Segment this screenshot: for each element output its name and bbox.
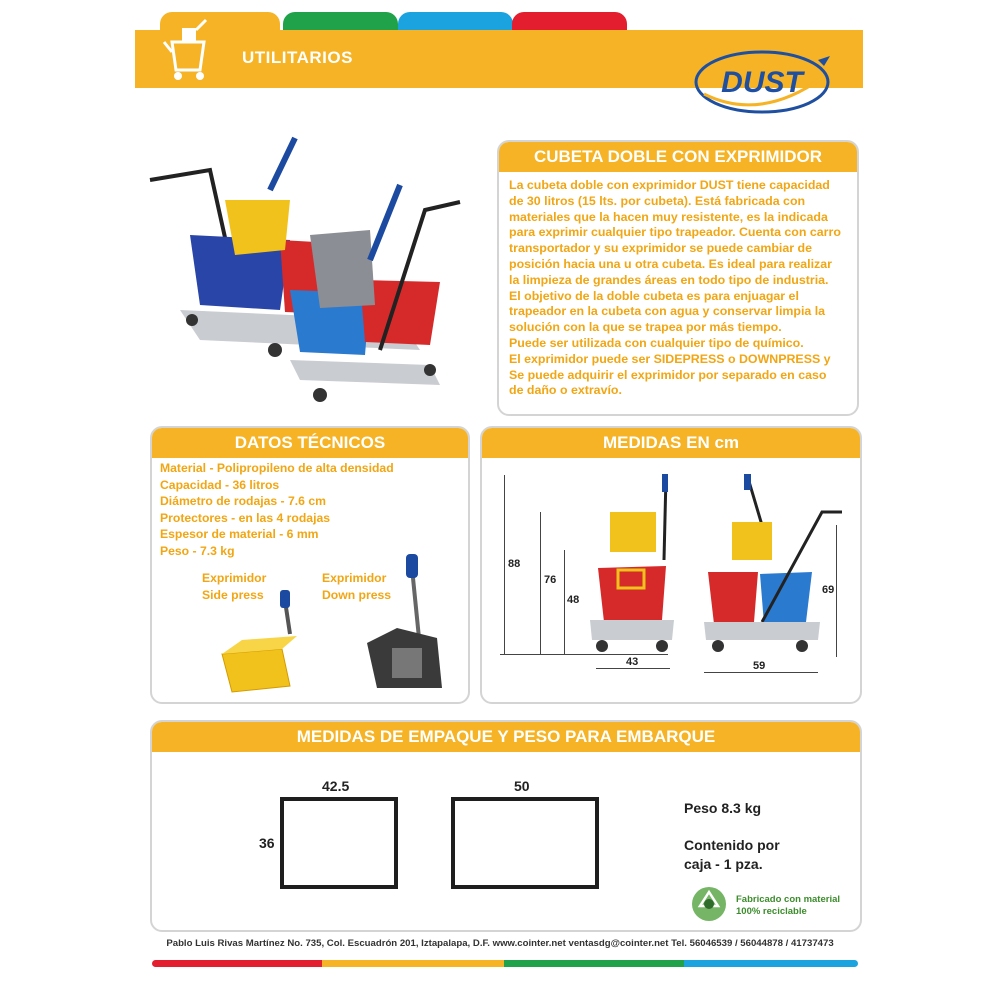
dim-label-69: 69 (822, 584, 835, 596)
spec-item: Diámetro de rodajas - 7.6 cm (160, 494, 326, 509)
package-box-side (451, 797, 599, 889)
description-line: para exprimir cualquier tipo trapeador. Cuenta con carro (509, 225, 841, 240)
dim-line-59 (704, 672, 818, 673)
description-line: trapeador en la cubeta con agua y conservar limpia la (509, 304, 826, 319)
side-press-wringer-image (212, 564, 312, 694)
description-line: de 30 litros (15 lts. por cubeta). Está fabricada con (509, 193, 806, 208)
description-line: El exprimidor puede ser SIDEPRESS o DOWNPRESS y (509, 351, 831, 366)
footer-strip-blue (684, 960, 858, 967)
tech-data-heading: DATOS TÉCNICOS (152, 428, 468, 458)
dim-label-48: 48 (567, 594, 580, 606)
spec-item: Protectores - en las 4 rodajas (160, 510, 331, 525)
footer-strip-green (504, 960, 684, 967)
dim-label-88: 88 (508, 558, 521, 570)
spec-item: Peso - 7.3 kg (160, 543, 235, 558)
dim-line-76 (540, 512, 541, 655)
front-view-cart-image (588, 470, 676, 660)
footer-strip-red (152, 960, 322, 967)
box1-height-label: 36 (259, 835, 275, 851)
down-press-wringer-image (352, 548, 462, 698)
packing-heading: MEDIDAS DE EMPAQUE Y PESO PARA EMBARQUE (152, 722, 860, 752)
description-text (509, 178, 849, 399)
spec-item: Capacidad - 36 litros (160, 477, 280, 492)
description-line: El objetivo de la doble cubeta es para enjuagar el (509, 288, 799, 303)
description-line: materiales que la hacen muy resistente, es la indicada (509, 209, 828, 224)
package-content-line2: caja - 1 pza. (684, 856, 763, 872)
description-line: transportador y su exprimidor se puede cambiar de (509, 241, 812, 256)
svg-text:DUST: DUST (721, 66, 803, 99)
recycle-line: 100% reciclable (736, 906, 807, 917)
dim-label-43: 43 (626, 656, 639, 668)
spec-list (160, 460, 394, 560)
dust-logo (690, 44, 840, 120)
recycle-text (736, 894, 840, 918)
description-line: solución con la que se trapea por más tiempo. (509, 320, 782, 335)
recycle-icon (688, 884, 730, 924)
description-line: Puede ser utilizada con cualquier tipo de químico. (509, 335, 804, 350)
description-line: La cubeta doble con exprimidor DUST tiene capacidad (509, 178, 830, 192)
description-line: la limpieza de grandes áreas en todo tipo de industria. (509, 272, 829, 287)
wringer-down-line: Exprimidor (322, 571, 387, 585)
package-content-line1: Contenido por (684, 837, 780, 853)
description-line: Se puede adquirir el exprimidor por separado en caso (509, 367, 827, 382)
wringer-down-line: Down press (322, 587, 392, 602)
measures-heading: MEDIDAS EN cm (482, 428, 860, 458)
description-panel (497, 140, 859, 416)
wringer-side-line: Side press (202, 587, 264, 602)
recycle-line: Fabricado con material (736, 894, 841, 905)
package-box-front (280, 797, 398, 889)
spec-item: Espesor de material - 6 mm (160, 527, 319, 542)
dim-line-43 (596, 668, 670, 669)
side-view-cart-image (702, 472, 852, 657)
wringer-side-line: Exprimidor (202, 571, 267, 585)
footer-strip-orange (322, 960, 504, 967)
description-line: posición hacia una u otra cubeta. Es ideal para realizar (509, 256, 832, 271)
spec-item: Material - Polipropileno de alta densidad (160, 461, 394, 475)
dim-line-88 (504, 475, 505, 655)
package-weight: Peso 8.3 kg (684, 800, 762, 816)
dim-label-59: 59 (753, 660, 766, 672)
description-heading: CUBETA DOBLE CON EXPRIMIDOR (499, 142, 857, 172)
dim-label-76: 76 (544, 574, 557, 586)
description-line: de daño o extravío. (509, 383, 622, 398)
mop-bucket-icon (160, 18, 220, 84)
footer-contact: Pablo Luis Rivas Martínez No. 735, Col. Escuadrón 201, Iztapalapa, D.F. www.cointer.net ventasdg@cointer.net Tel. 56046539 / 56044878 / 41737473 (166, 938, 834, 949)
dim-line-48 (564, 550, 565, 655)
double-bucket-product-image (140, 130, 490, 410)
box2-width-label: 50 (514, 778, 530, 794)
section-title: UTILITARIOS (242, 48, 353, 67)
tech-data-panel (150, 426, 470, 704)
box1-width-label: 42.5 (322, 778, 350, 794)
